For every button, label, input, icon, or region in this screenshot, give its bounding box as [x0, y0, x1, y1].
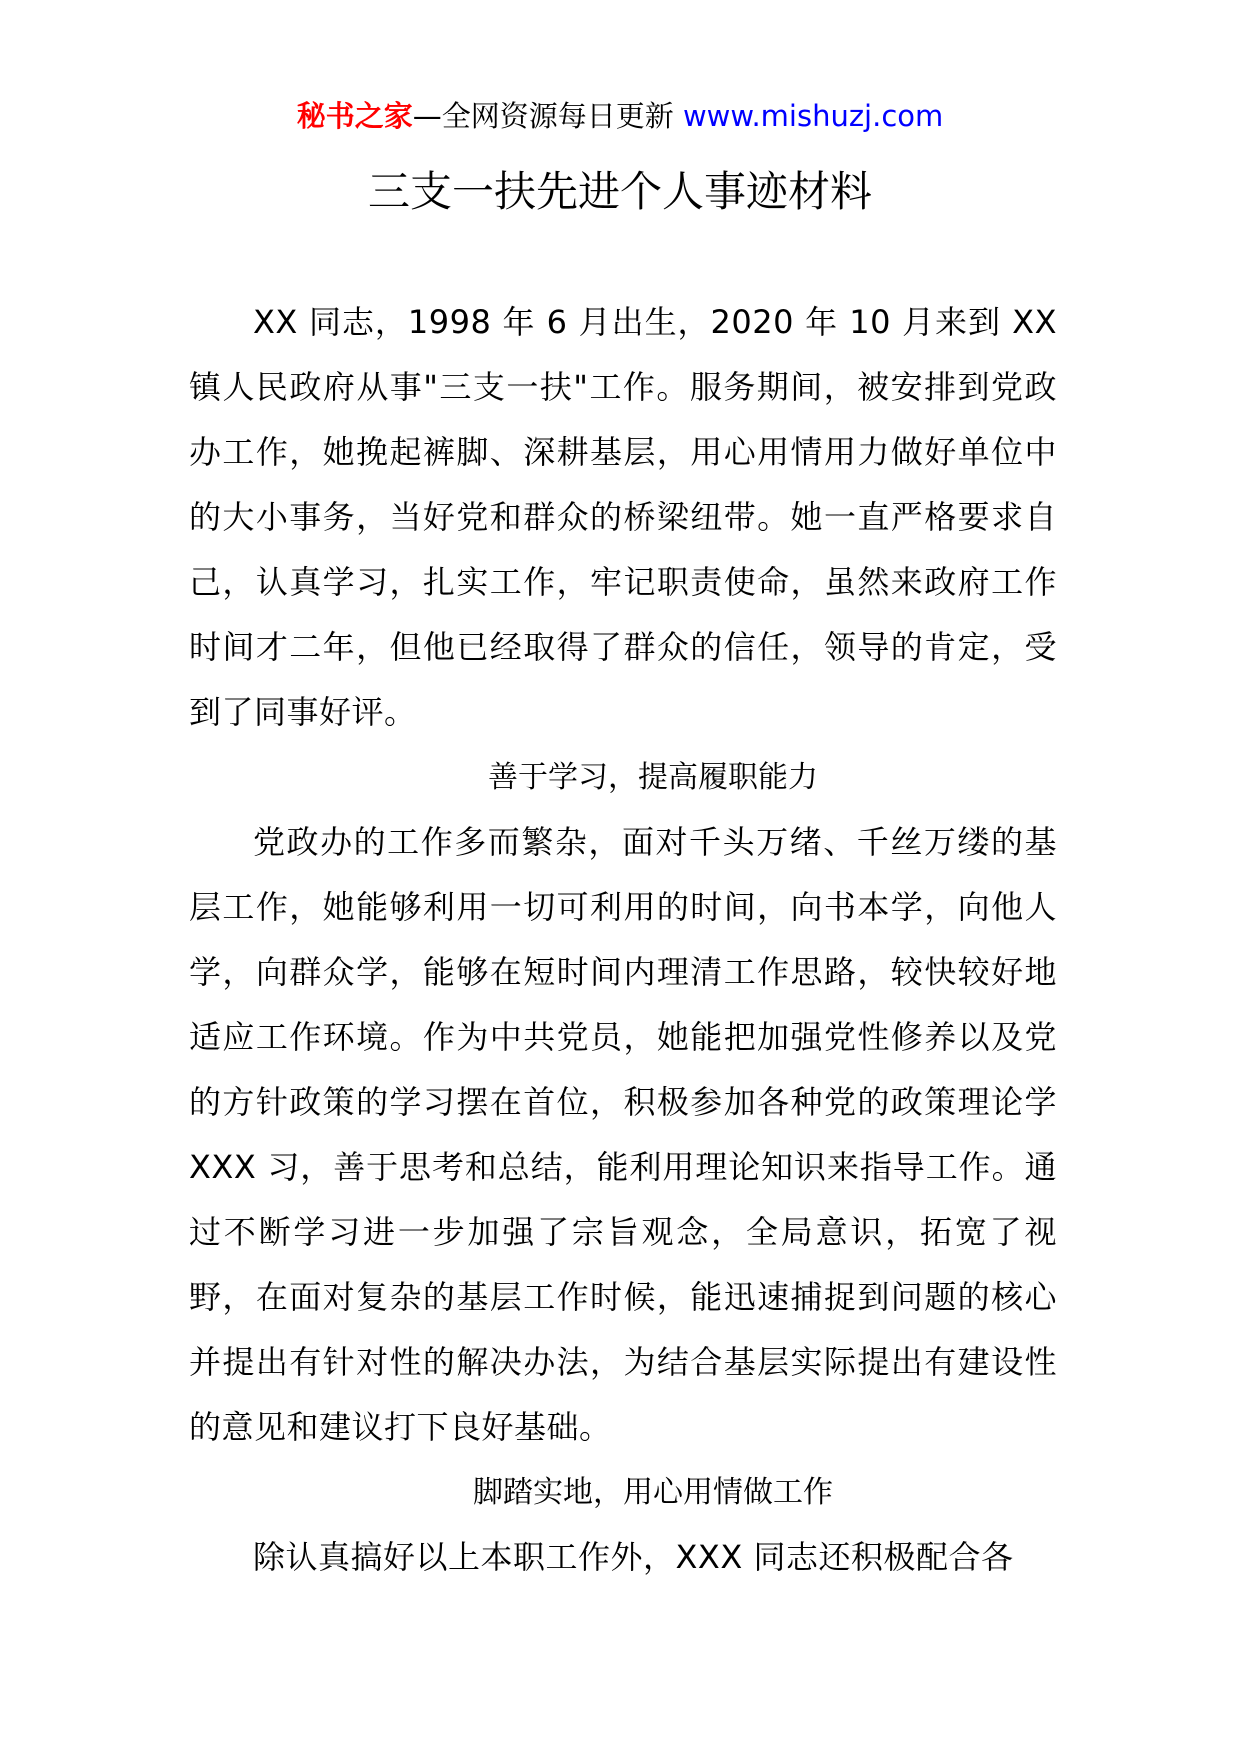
brand-name: 秘书之家 [296, 99, 413, 133]
site-url-link[interactable]: www.mishuzj.com [682, 99, 944, 133]
section-heading-work: 脚踏实地，用心用情做工作 [473, 1475, 833, 1510]
work-paragraph: 除认真搞好以上本职工作外，XXX 同志还积极配合各 [253, 1538, 1014, 1576]
document-body [189, 290, 1057, 1590]
document-title: 三支一扶先进个人事迹材料 [367, 167, 872, 216]
intro-paragraph: XX 同志，1998 年 6 月出生，2020 年 10 月来到 XX 镇人民政府从事"三支一扶"工作。服务期间，被安排到党政办工作，她挽起裤脚、深耕基层，用心用情用力做好单位中的大小事务，当好党和群众的桥梁纽带。她一直严格要求自己，认真学习，扎实工作，牢记职责使命，虽然来政府工作时间才二年，但他已经取得了群众的信任，领导的肯定，受到了同事好评。 [189, 303, 1057, 731]
section-heading-study: 善于学习，提高履职能力 [488, 760, 818, 795]
brand-tagline: —全网资源每日更新 [412, 99, 674, 133]
study-paragraph: 党政办的工作多而繁杂，面对千头万绪、千丝万缕的基层工作，她能够利用一切可利用的时间，向书本学，向他人学，向群众学，能够在短时间内理清工作思路，较快较好地适应工作环境。作为中共党员，她能把加强党性修养以及党的方针政策的学习摆在首位，积极参加各种党的政策理论学 XXX 习，善于思考和总结，能利用理论知识来指导工作。通过不断学习进一步加强了宗旨观念，全局意识，拓宽了视野，在面对复杂的基层工作时候，能迅速捕捉到问题的核心并提出有针对性的解决办法，为结合基层实际提出有建设性的意见和建议打下良好基础。 [189, 823, 1057, 1446]
site-banner [0, 96, 1240, 136]
